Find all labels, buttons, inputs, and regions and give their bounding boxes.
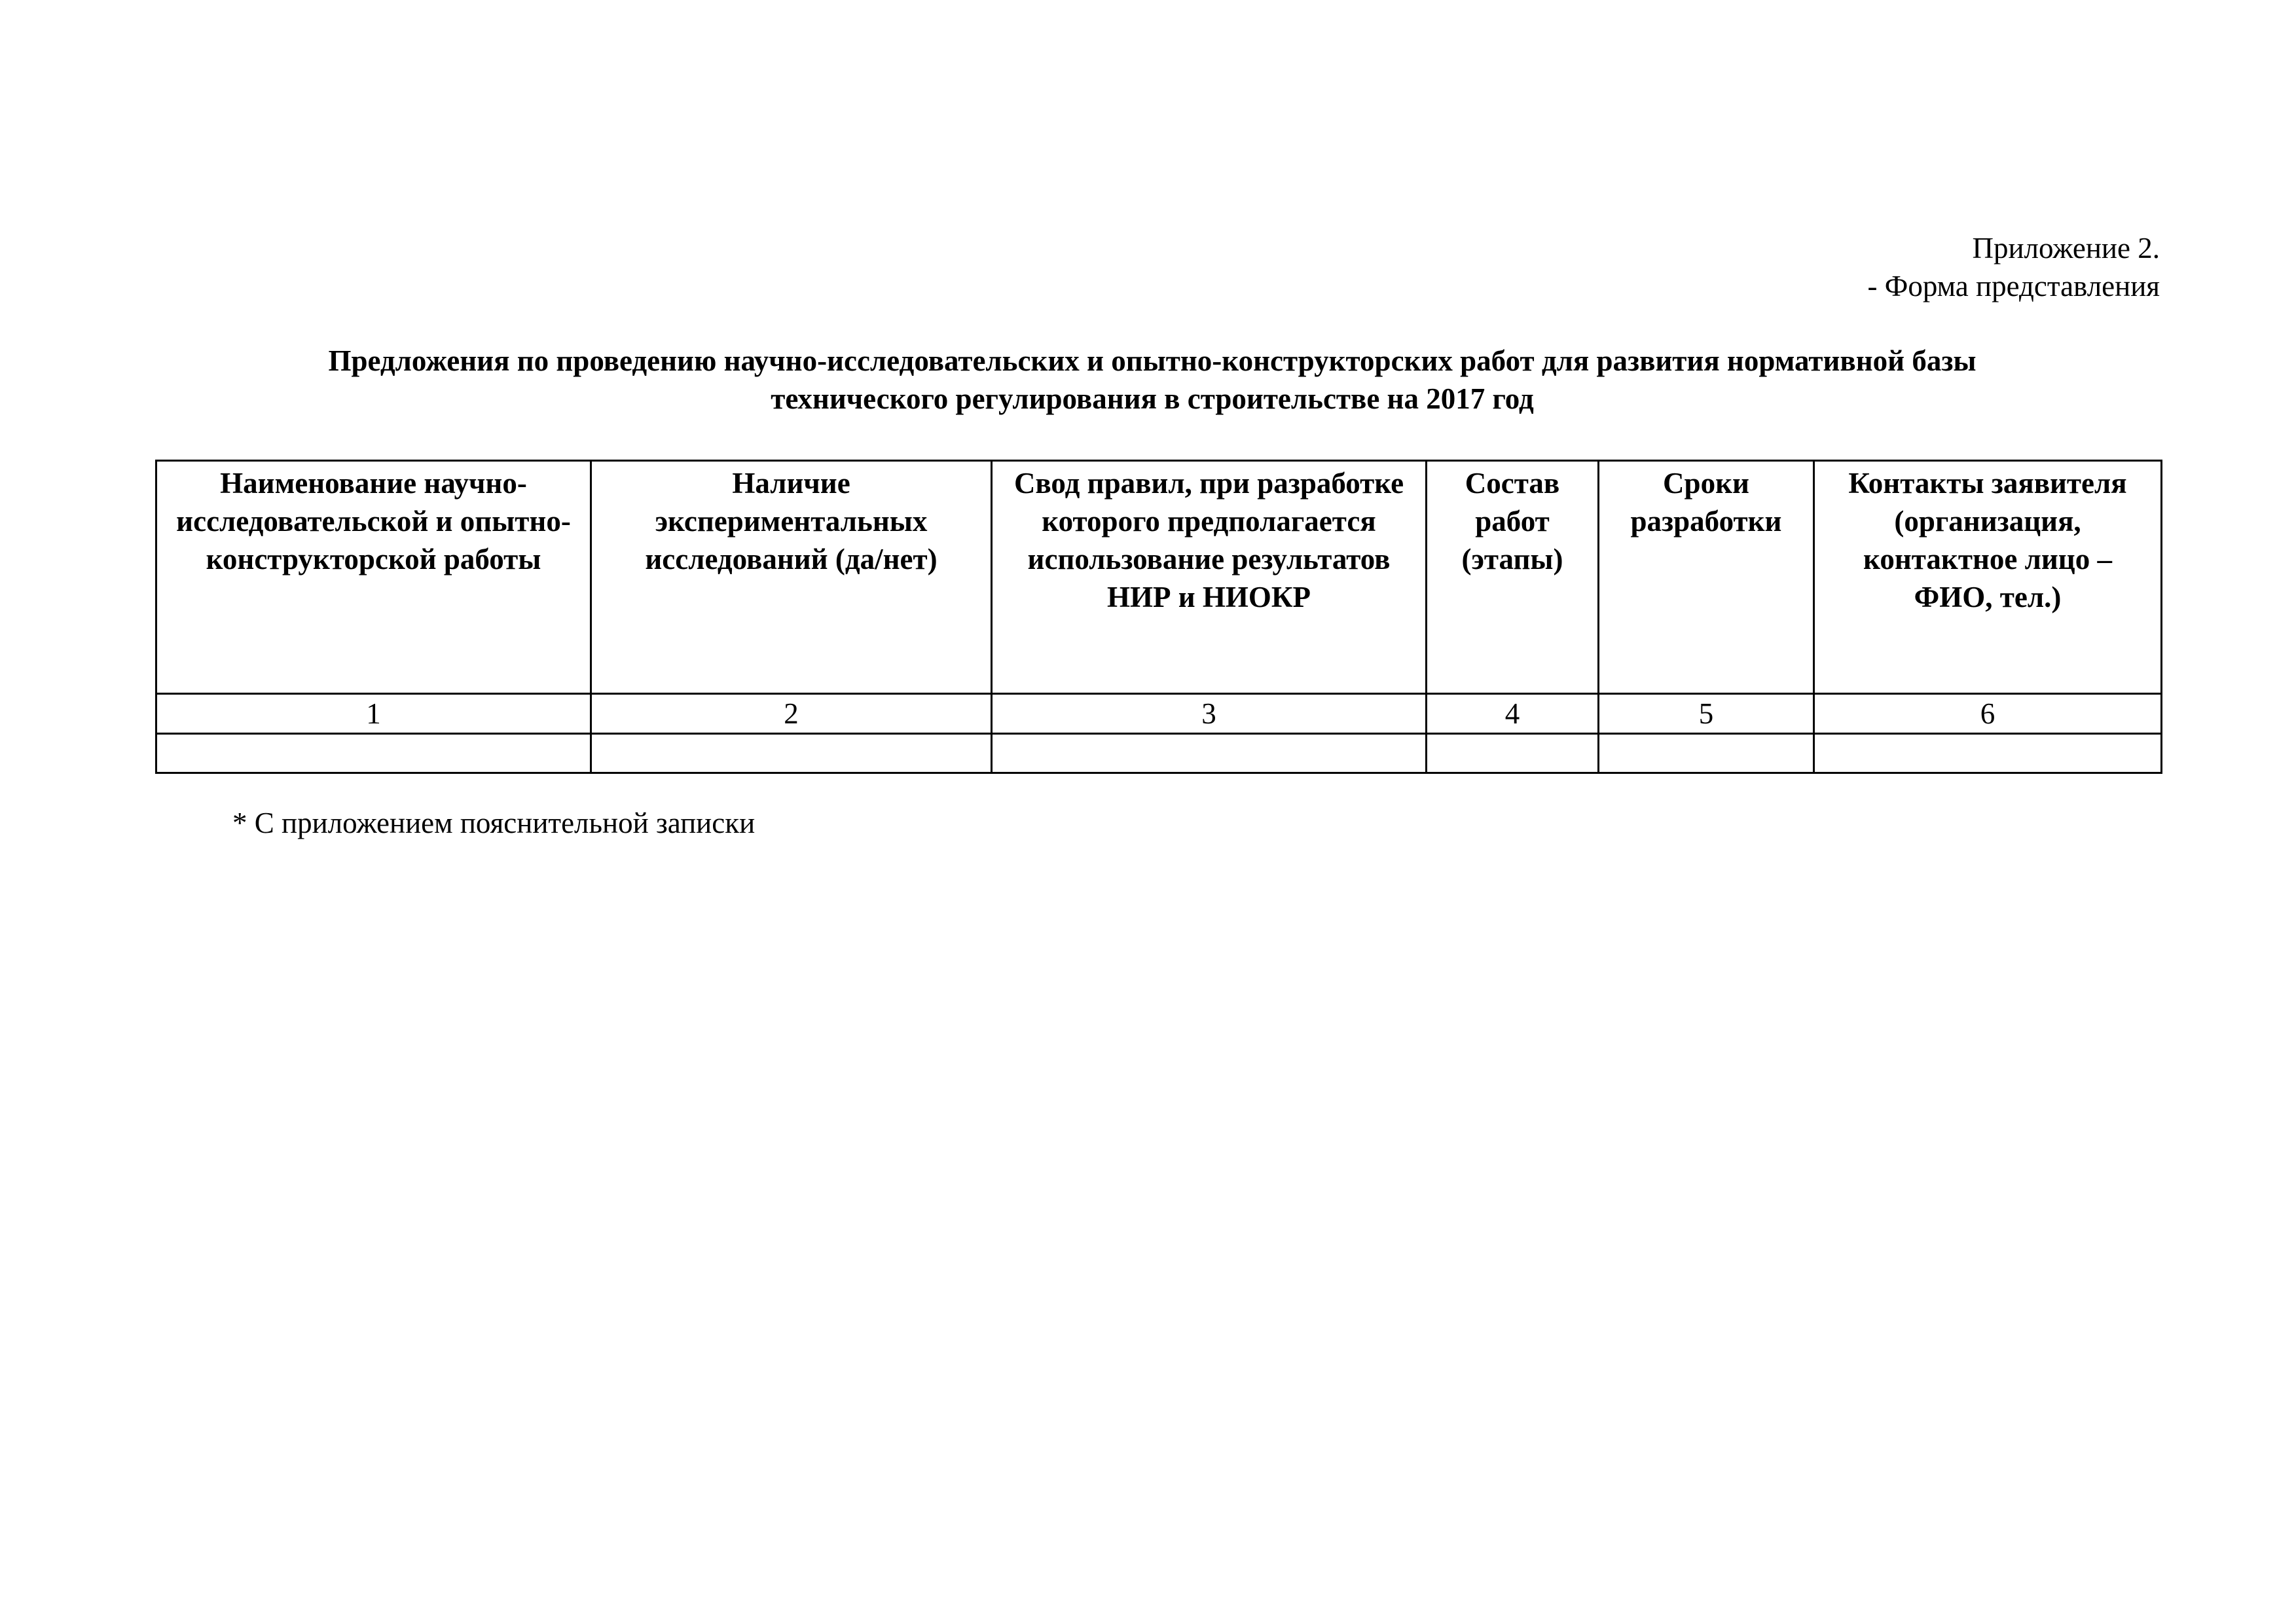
empty-entry-row — [156, 734, 2162, 773]
proposal-form-table — [155, 460, 2162, 774]
appendix-block — [1868, 229, 2160, 305]
header-research-name: Наименование научно-исследовательской и опытно-конструкторской работы — [156, 461, 591, 694]
table-header-row — [156, 461, 2162, 694]
column-number: 4 — [1427, 694, 1599, 734]
column-number: 1 — [156, 694, 591, 734]
empty-cell — [1599, 734, 1814, 773]
appendix-number: Приложение 2. — [1972, 232, 2160, 264]
title-line-2: технического регулирования в строительстве на 2017 год — [771, 382, 1534, 415]
empty-cell — [156, 734, 591, 773]
column-number-row — [156, 694, 2162, 734]
header-experimental-research: Наличие экспериментальных исследований (да/нет) — [591, 461, 992, 694]
column-number: 6 — [1814, 694, 2162, 734]
document-title — [196, 342, 2108, 418]
title-line-1: Предложения по проведению научно-исследовательских и опытно-конструкторских работ для развития нормативной базы — [328, 344, 1977, 377]
column-number: 3 — [992, 694, 1427, 734]
footnote: * С приложением пояснительной записки — [232, 807, 756, 839]
empty-cell — [1814, 734, 2162, 773]
header-work-stages: Состав работ (этапы) — [1427, 461, 1599, 694]
empty-cell — [992, 734, 1427, 773]
form-type-label: - Форма представления — [1867, 270, 2160, 302]
header-code-of-rules: Свод правил, при разработке которого предполагается использование результатов НИР и НИОКР — [992, 461, 1427, 694]
empty-cell — [591, 734, 992, 773]
header-deadlines: Сроки разработки — [1599, 461, 1814, 694]
column-number: 2 — [591, 694, 992, 734]
column-number: 5 — [1599, 694, 1814, 734]
header-applicant-contacts: Контакты заявителя (организация, контактное лицо – ФИО, тел.) — [1814, 461, 2162, 694]
empty-cell — [1427, 734, 1599, 773]
